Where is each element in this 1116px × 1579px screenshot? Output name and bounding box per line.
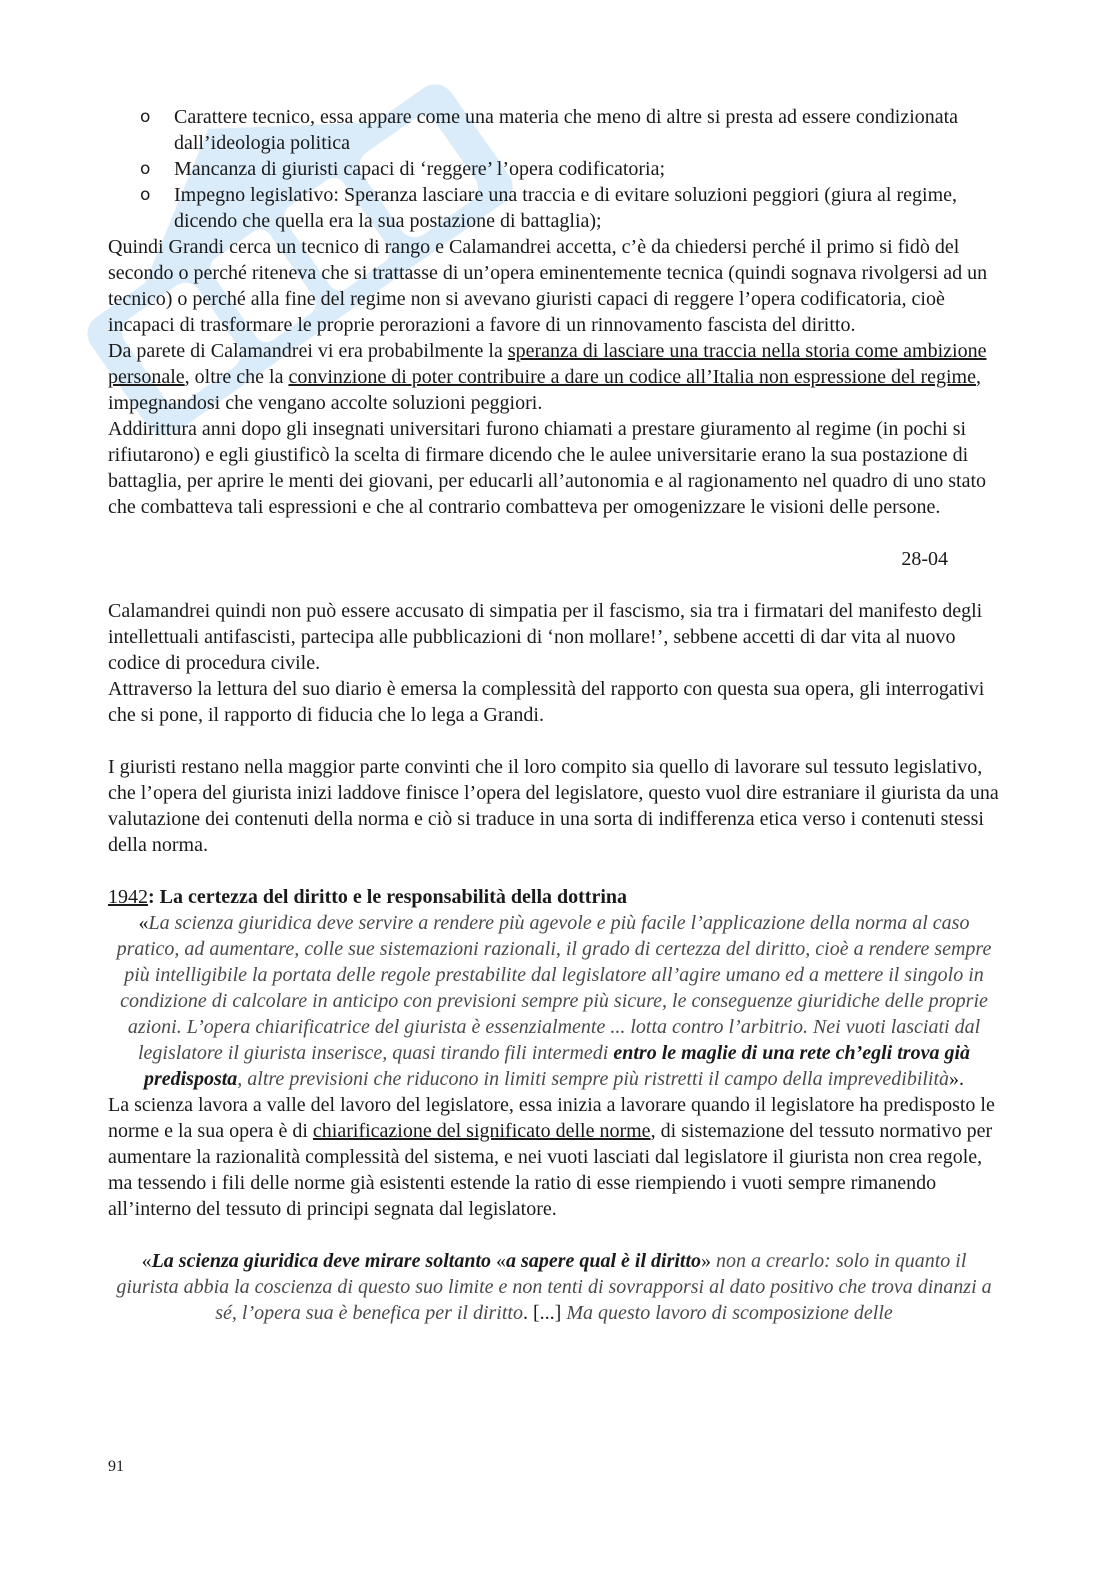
bullet-marker: o: [140, 185, 151, 205]
block-quote: «La scienza giuridica deve mirare soltanto «a sapere qual è il diritto» non a crearlo: solo in quanto il giurista abbia la coscienza di questo suo limite e non tenti di sovrapporsi al dato positivo che trova dinanzi a sé, l’opera sua è benefica per il diritto. [...] Ma questo lavoro di scomposizione delle: [116, 1250, 992, 1324]
underlined-text: chiarificazione del significato delle norme: [312, 1120, 651, 1142]
paragraph: La scienza lavora a valle del lavoro del legislatore, essa inizia a lavorare quando il legislatore ha predisposto le norme e la sua opera è di chiarificazione del significato delle norme, di sistemazione del tessuto normativo per aumentare la razionalità complessità del sistema, e nei vuoti lasciati dal legislatore il giurista non crea regole, ma tessendo i fili delle norme già esistenti estende la ratio di esse riempiendo i vuoti sempre rimanendo all’interno del tessuto di principi segnata dal legislatore.: [108, 1094, 995, 1220]
underlined-text: speranza di lasciare una traccia nella storia come ambizione personale: [108, 340, 987, 388]
paragraph: Quindi Grandi cerca un tecnico di rango e Calamandrei accetta, c’è da chiedersi perché il primo si fidò del secondo o perché riteneva che si trattasse di un’opera eminentemente tecnica (quindi sognava rivolgersi ad un tecnico) o perché alla fine del regime non si avevano giuristi capaci di reggere l’opera codificatoria, cioè incapaci di trasformare le proprie perorazioni a favore di un rinnovamento fascista del diritto.: [108, 236, 988, 336]
block-quote: «La scienza giuridica deve servire a rendere più agevole e più facile l’applicazione della norma al caso pratico, ad aumentare, colle sue sistemazioni razionali, il grado di certezza del diritto, cioè a rendere sempre più intelligibile la portata delle regole prestabilite dal legislatore all’agire umano ed a mettere il singolo in condizione di calcolare in anticipo con previsioni sempre più sicure, le conseguenze giuridiche delle proprie azioni. L’opera chiarificatrice del giurista è essenzialmente ... lotta contro l’arbitrio. Nei vuoti lasciati dal legislatore il giurista inserisce, quasi tirando fili intermedi entro le maglie di una rete ch’egli trova già predisposta, altre previsioni che riducono in limiti sempre più ristretti il campo della imprevedibilità».: [116, 912, 992, 1090]
paragraph: Addirittura anni dopo gli insegnati universitari furono chiamati a prestare giuramento al regime (in pochi si rifiutarono) e egli giustificò la scelta di firmare dicendo che le aulee universitarie erano la sua postazione di battaglia, per aprire le menti dei giovani, per educarli all’autonomia e al ragionamento nel quadro di uno stato che combatteva tali espressioni e che al contrario combatteva per omogenizzare le visioni delle persone.: [108, 418, 987, 518]
paragraph: Da parete di Calamandrei vi era probabilmente la speranza di lasciare una traccia nella storia come ambizione personale, oltre che la convinzione di poter contribuire a dare un codice all’Italia non espressione del regime, impegnandosi che vengano accolte soluzioni peggiori.: [108, 340, 987, 414]
bullet-marker: o: [140, 159, 151, 179]
list-item: o Mancanza di giuristi capaci di ‘reggere’ l’opera codificatoria;: [140, 158, 666, 180]
paragraph: Attraverso la lettura del suo diario è emersa la complessità del rapporto con questa sua opera, gli interrogativi che si pone, il rapporto di fiducia che lo lega a Grandi.: [108, 678, 985, 726]
date-label: 28-04: [901, 548, 948, 570]
section-heading: 1942: La certezza del diritto e le responsabilità della dottrina: [108, 886, 628, 908]
heading-year: 1942: [108, 886, 148, 908]
paragraph: Calamandrei quindi non può essere accusato di simpatia per il fascismo, sia tra i firmatari del manifesto degli intellettuali antifascisti, partecipa alle pubblicazioni di ‘non mollare!’, sebbene accetti di dar vita al nuovo codice di procedura civile.: [108, 600, 983, 674]
bullet-list: [108, 104, 1000, 234]
list-item: o Carattere tecnico, essa appare come una materia che meno di altre si presta ad essere condizionata dall’ideologia politica: [140, 106, 959, 154]
underlined-text: convinzione di poter contribuire a dare un codice all’Italia non espressione del regime: [288, 366, 976, 388]
page-number: 91: [108, 1458, 124, 1475]
bullet-marker: o: [140, 107, 151, 127]
list-item: o Impegno legislativo: Speranza lasciare una traccia e di evitare soluzioni peggiori (giura al regime, dicendo che quella era la sua postazione di battaglia);: [140, 184, 958, 232]
document-body: [108, 104, 1000, 1326]
paragraph: I giuristi restano nella maggior parte convinti che il loro compito sia quello di lavorare sul tessuto legislativo, che l’opera del giurista inizi laddove finisce l’opera del legislatore, questo vuol dire estraniare il giurista da una valutazione dei contenuti della norma e ciò si traduce in una sorta di indifferenza etica verso i contenuti stessi della norma.: [108, 756, 999, 856]
